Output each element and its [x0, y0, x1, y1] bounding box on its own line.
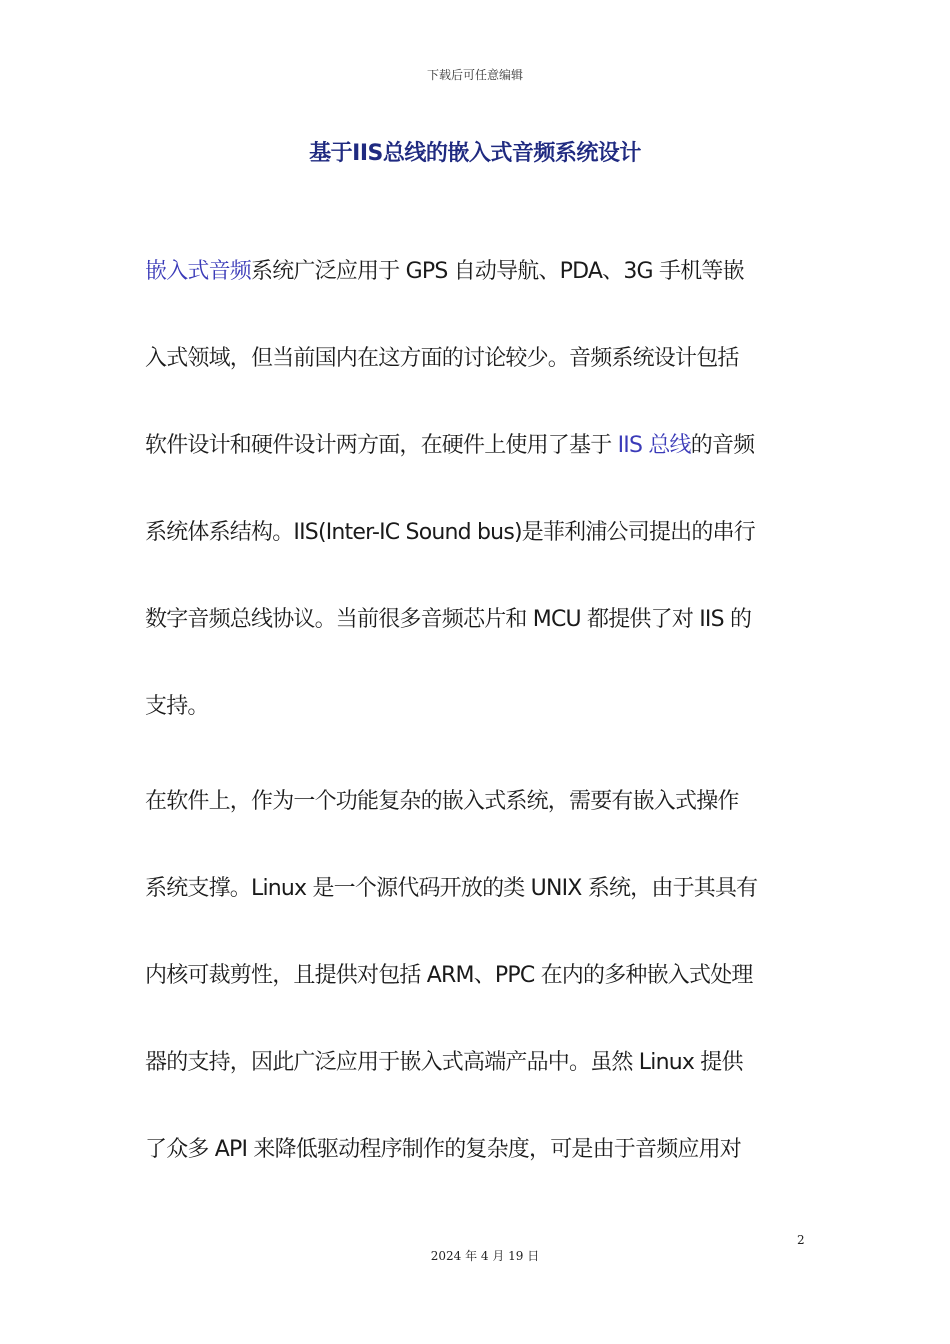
paragraph-line: 了众多 API 来降低驱动程序制作的复杂度，可是由于音频应用对: [145, 1137, 741, 1162]
paragraph-line: 入式领域，但当前国内在这方面的讨论较少。音频系统设计包括: [145, 346, 739, 371]
document-title: 基于IIS总线的嵌入式音频系统设计: [309, 141, 641, 166]
link-embedded-audio[interactable]: 嵌入式音频: [145, 259, 252, 284]
paragraph-line: 系统支撑。Linux 是一个源代码开放的类 UNIX 系统，由于其具有: [145, 876, 758, 901]
paragraph-line: 支持。: [145, 694, 209, 719]
paragraph-line: 内核可裁剪性，且提供对包括 ARM、PPC 在内的多种嵌入式处理: [145, 963, 753, 988]
paragraph-line: 数字音频总线协议。当前很多音频芯片和 MCU 都提供了对 IIS 的: [145, 607, 752, 632]
footer-date: 2024 年 4 月 19 日: [430, 1249, 540, 1263]
paragraph-line: 系统体系结构。IIS(Inter-IC Sound bus)是菲利浦公司提出的串行: [145, 520, 755, 545]
line-text: 系统广泛应用于 GPS 自动导航、PDA、3G 手机等嵌: [251, 259, 744, 284]
paragraph-line: [145, 431, 754, 461]
line-text: 的音频: [690, 433, 755, 458]
paragraph-line: [145, 257, 744, 287]
paragraph-line: 在软件上，作为一个功能复杂的嵌入式系统，需要有嵌入式操作: [145, 789, 739, 814]
page-number: 2: [797, 1233, 805, 1247]
link-iis-bus[interactable]: IIS 总线: [617, 433, 691, 458]
header-note: 下载后可任意编辑: [426, 68, 523, 82]
line-text: 软件设计和硬件设计两方面，在硬件上使用了基于: [145, 433, 618, 458]
paragraph-line: 器的支持，因此广泛应用于嵌入式高端产品中。虽然 Linux 提供: [145, 1050, 743, 1075]
